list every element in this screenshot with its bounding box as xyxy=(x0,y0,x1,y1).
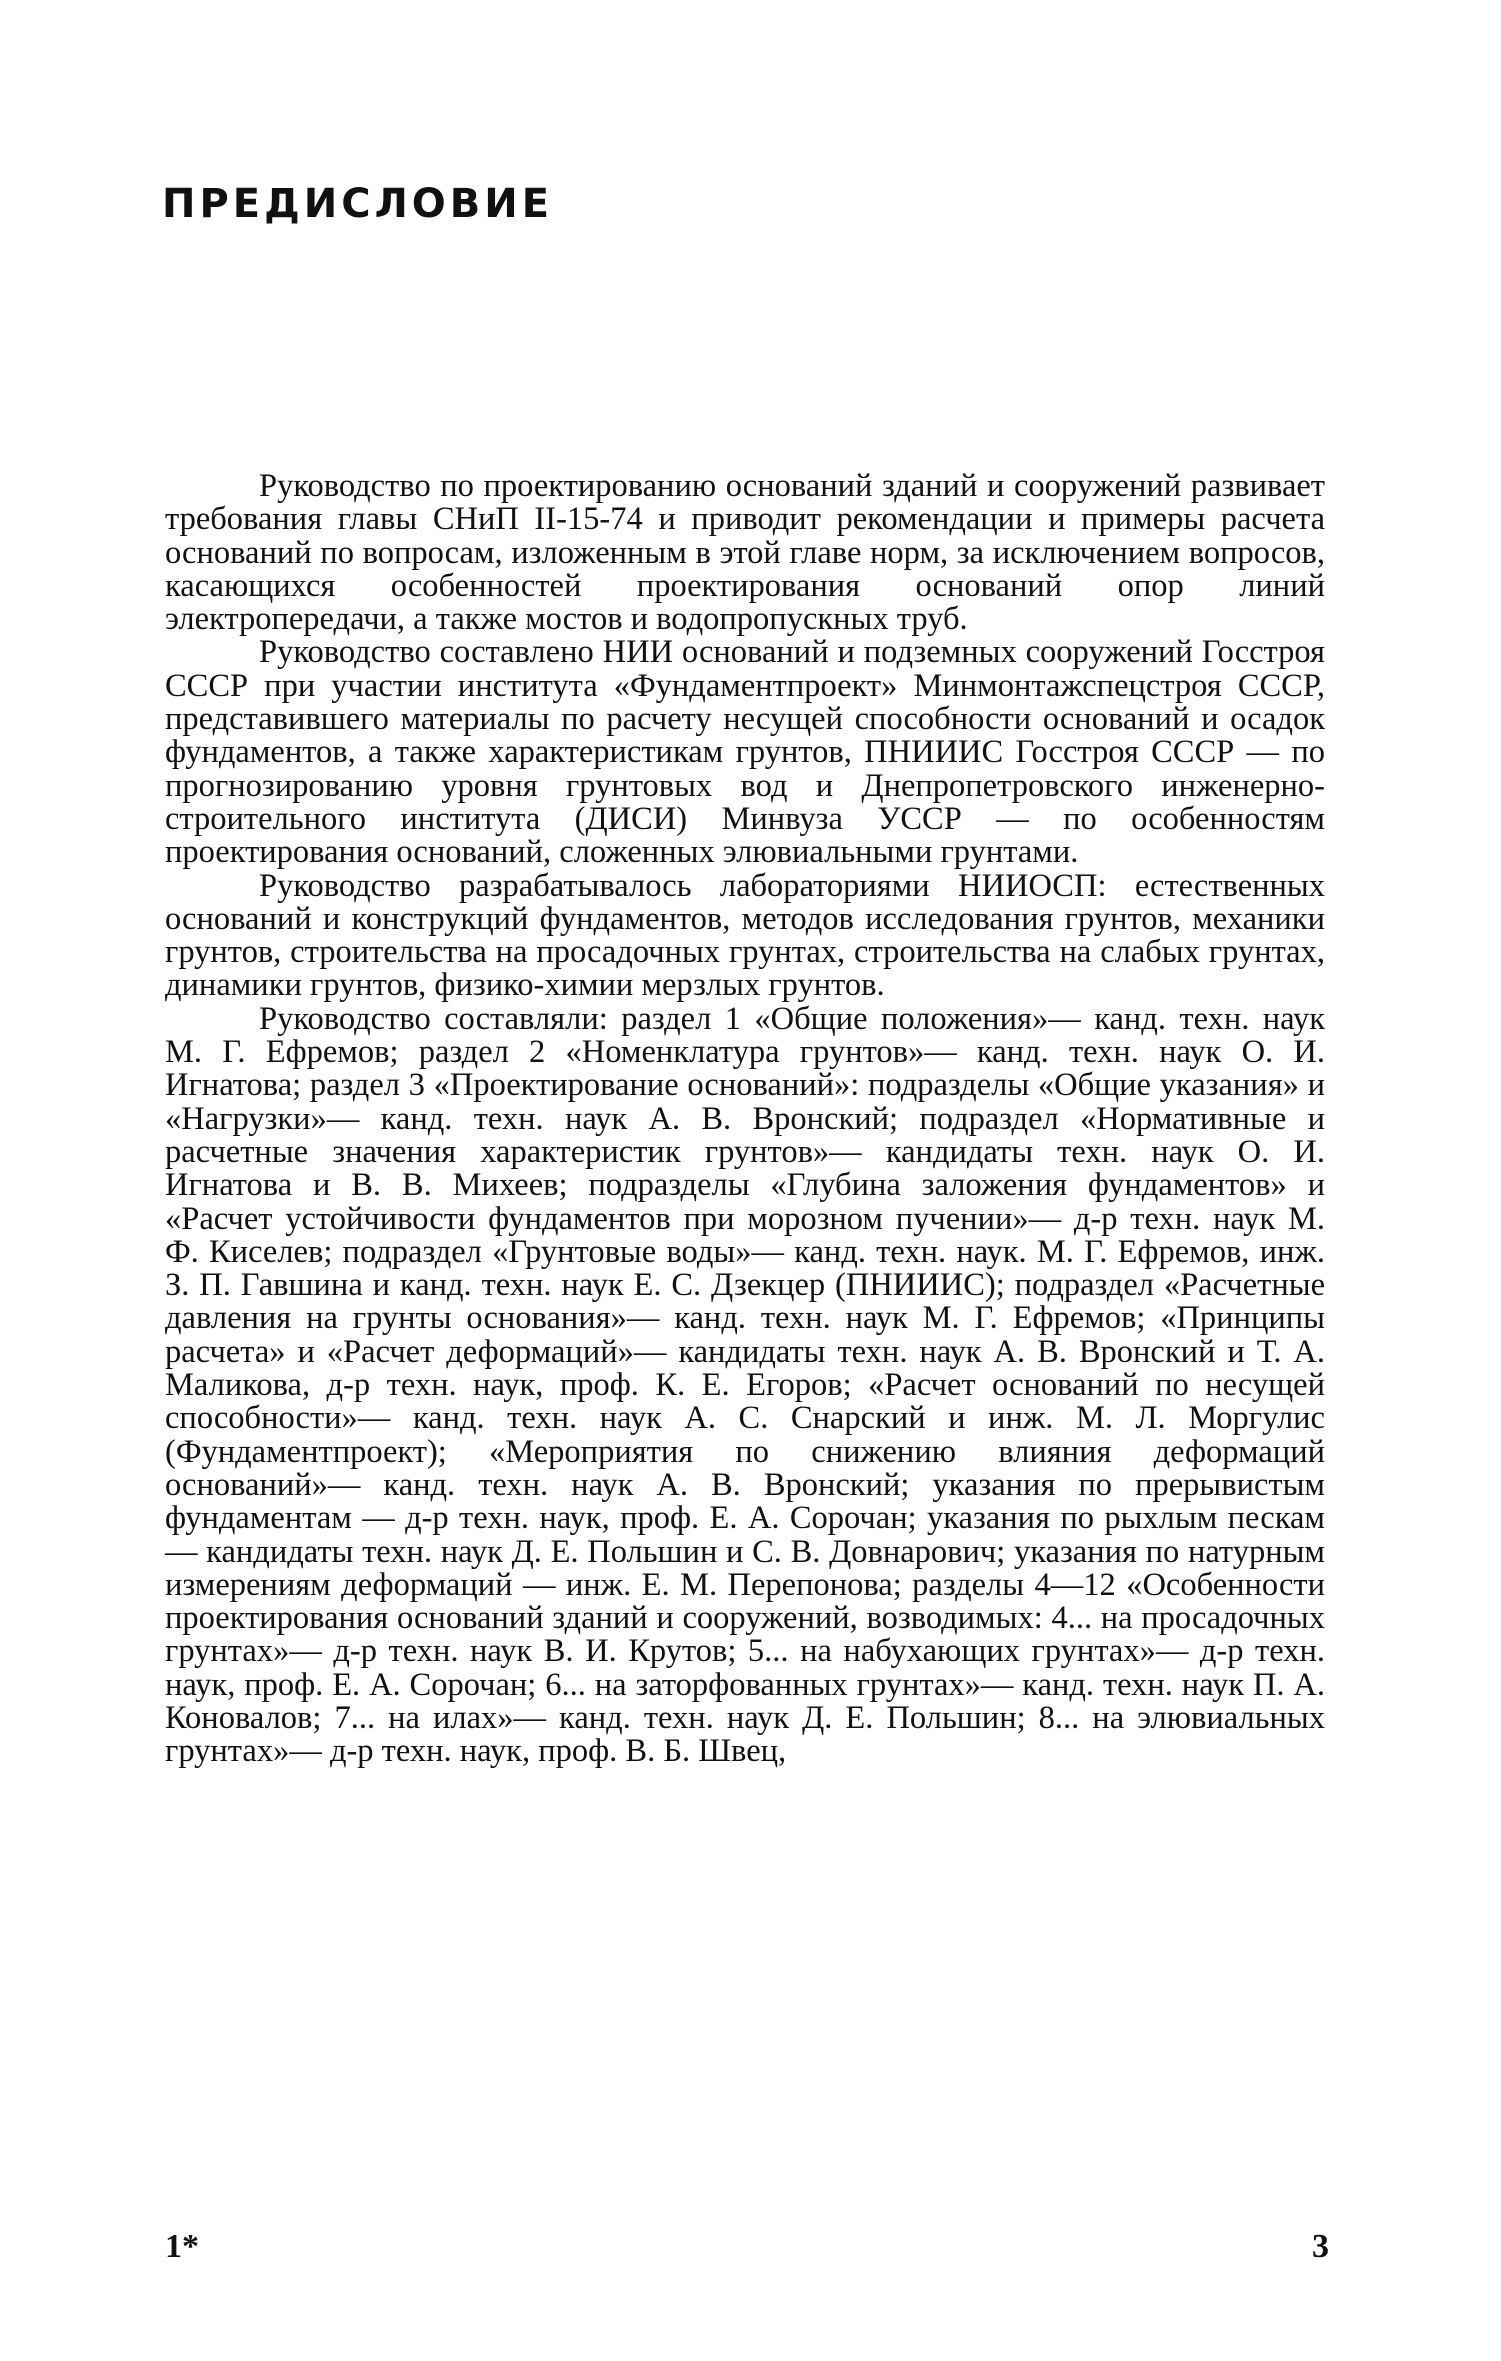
page-number: 3 xyxy=(1312,2228,1329,2265)
paragraph-laboratories: Руководство разрабатывалось лабораториями НИИОСП: естественных оснований и конструкций фундаментов, методов исследования грунтов, механики грунтов, строительства на просадочных грунтах, строительства на слабых грунтах, динамики грунтов, физико-химии мерзлых грунтов. xyxy=(165,867,1325,1004)
body-text xyxy=(165,470,1325,1769)
paragraph-contributors: Руководство составляли: раздел 1 «Общие положения»— канд. техн. наук М. Г. Ефремов; раздел 2 «Номенклатура грунтов»— канд. техн. наук О. И. Игнатова; раздел 3 «Проектирование оснований»: подразделы «Общие указания» и «Нагрузки»— канд. техн. наук А. В. Вронский; подраздел «Нормативные и расчетные значения характеристик грунтов»— кандидаты техн. наук О. И. Игнатова и В. В. Михеев; подразделы «Глубина заложения фундаментов» и «Расчет устойчивости фундаментов при морозном пучении»— д-р техн. наук М. Ф. Киселев; подраздел «Грунтовые воды»— канд. техн. наук. М. Г. Ефремов, инж. З. П. Гавшина и канд. техн. наук Е. С. Дзекцер (ПНИИИС); подраздел «Расчетные давления на грунты основания»— канд. техн. наук М. Г. Ефремов; «Принципы расчета» и «Расчет деформаций»— кандидаты техн. наук А. В. Вронский и Т. А. Маликова, д-р техн. наук, проф. К. Е. Егоров; «Расчет оснований по несущей способности»— канд. техн. наук А. С. Снарский и инж. М. Л. Моргулис (Фундаментпроект); «Мероприятия по снижению влияния деформаций оснований»— канд. техн. наук А. В. Вронский; указания по прерывистым фундаментам — д-р техн. наук, проф. Е. А. Сорочан; указания по рыхлым пескам — кандидаты техн. наук Д. Е. Польшин и С. В. Довнарович; указания по натурным измерениям деформаций — инж. Е. М. Перепонова; разделы 4—12 «Особенности проектирования оснований зданий и сооружений, возводимых: 4... на просадочных грунтах»— д-р техн. наук В. И. Крутов; 5... на набухающих грунтах»— д-р техн. наук, проф. Е. А. Сорочан; 6... на заторфованных грунтах»— канд. техн. наук П. А. Коновалов; 7... на илах»— канд. техн. наук Д. Е. Польшин; 8... на элювиальных грунтах»— д-р техн. наук, проф. В. Б. Швец, xyxy=(165,1000,1325,1770)
signature-mark: 1* xyxy=(165,2228,199,2265)
paragraph-scope: Руководство по проектированию оснований зданий и сооружений развивает требования главы СНиП II-15-74 и приводит рекомендации и примеры расчета оснований по вопросам, изложенным в этой главе норм, за исключением вопросов, касающихся особенностей проектирования оснований опор линий электропередачи, а также мостов и водопропускных труб. xyxy=(165,468,1325,638)
paragraph-authors-institutions: Руководство составлено НИИ оснований и подземных сооружений Госстроя СССР при участии института «Фундаментпроект» Минмонтажспецстроя СССР, представившего материалы по расчету несущей способности оснований и осадок фундаментов, а также характеристикам грунтов, ПНИИИС Госстроя СССР — по прогнозированию уровня грунтовых вод и Днепропетровского инженерно-строительного института (ДИСИ) Минвуза УССР — по особенностям проектирования оснований, сложенных элювиальными грунтами. xyxy=(165,634,1325,871)
page-title: ПРЕДИСЛОВИЕ xyxy=(162,181,554,227)
